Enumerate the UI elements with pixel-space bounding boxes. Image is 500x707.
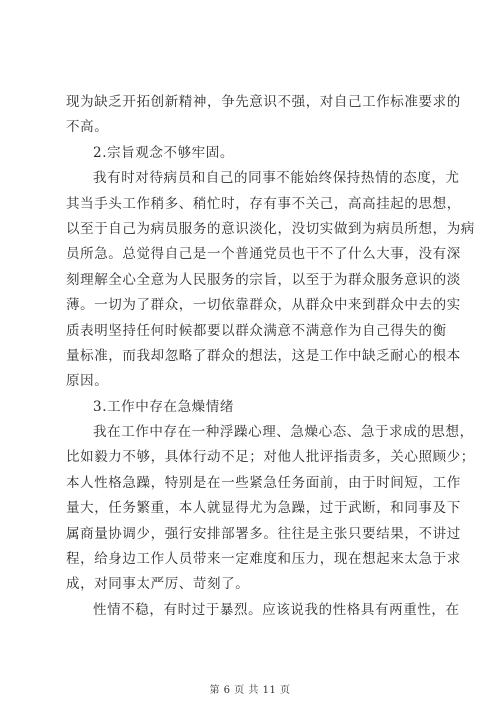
paragraph-line: 性情不稳，有时过于暴烈。应该说我的性格具有两重性，在 — [93, 601, 460, 618]
paragraph-line: 属商量协调少，强行安排部署多。往往是主张只要结果，不讲过 — [66, 525, 461, 542]
paragraph-line: 我在工作中存在一种浮躁心理、急燥心态、急于求成的思想， — [93, 424, 474, 441]
paragraph-line: 成，对同事太严厉、苛刻了。 — [66, 576, 250, 593]
paragraph-line: 不高。 — [66, 119, 109, 136]
section-heading: 3.工作中存在急燥情绪 — [93, 398, 234, 415]
paragraph-line: 现为缺乏开拓创新精神，争先意识不强，对自己工作标准要求的 — [66, 94, 461, 110]
paragraph-line: 其当手头工作稍多、稍忙时，存有事不关己，高高挂起的思想， — [66, 195, 461, 212]
paragraph-line: 量大，任务繁重，本人就显得尤为急躁，过于武断，和同事及下 — [66, 500, 461, 517]
paragraph-line: 本人性格急躁，特别是在一些紧急任务面前，由于时间短，工作 — [66, 474, 461, 491]
paragraph-line: 量标准，而我却忽略了群众的想法，这是工作中缺乏耐心的根本 — [66, 347, 461, 364]
paragraph-line: 我有时对待病员和自己的同事不能始终保持热情的态度，尤 — [93, 170, 460, 187]
paragraph-line: 质表明坚持任何时候都要以群众满意不满意作为自己得失的衡 — [66, 322, 447, 339]
paragraph-line: 刻理解全心全意为人民服务的宗旨，以至于为群众服务意识的淡 — [66, 271, 461, 288]
paragraph-line: 比如毅力不够，具体行动不足；对他人批评指责多，关心照顾少； — [66, 449, 475, 466]
paragraph-line: 以至于自己为病员服务的意识淡化，没切实做到为病员所想，为病 — [66, 220, 475, 237]
paragraph-line: 员所急。总觉得自己是一个普通党员也干不了什么大事，没有深 — [66, 246, 461, 263]
paragraph-line: 原因。 — [66, 373, 109, 390]
section-heading: 2.宗旨观念不够牢固。 — [93, 144, 234, 161]
paragraph-line: 薄。一切为了群众，一切依靠群众，从群众中来到群众中去的实 — [66, 297, 461, 314]
page-footer: 第 6 页 共 11 页 — [209, 685, 291, 696]
document-body — [66, 90, 475, 623]
paragraph-line: 程，给身边工作人员带来一定难度和压力，现在想起来太急于求 — [66, 551, 461, 568]
